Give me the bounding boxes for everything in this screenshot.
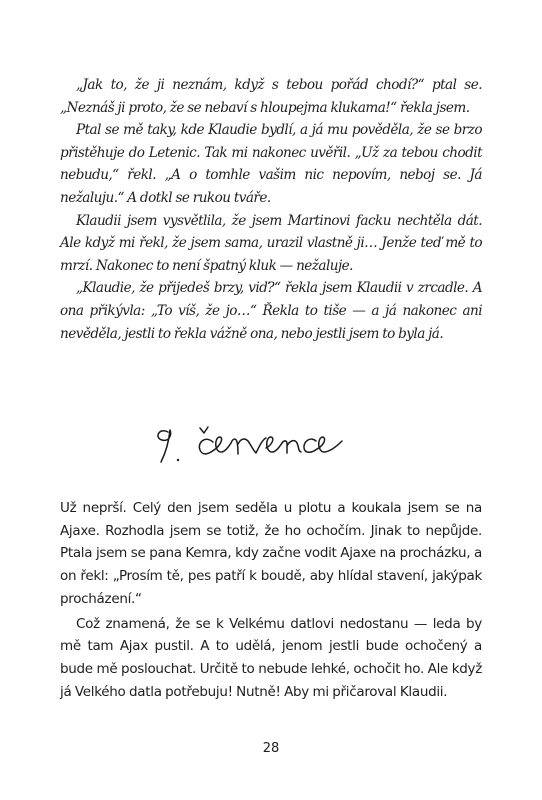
italic-paragraph: „Jak to, že ji neznám, když s tebou pořád chodí?“ ptal se. „Neznáš ji proto, že se nebaví s hloupejma klukama!“ řekla jsem.	[60, 77, 482, 116]
italic-paragraph: Ptal se mě taky, kde Klaudie bydlí, a já mu pověděla, že se brzo přistěhuje do Letenic. Tak mi nakonec uvěřil. „Už za tebou chodit nebudu,“ řekl. „A o tomhle vašim nic nepovím, neboj se. Já nežaluju.“ A dotkl se rukou tváře.	[60, 122, 482, 206]
page-number: 28	[262, 741, 280, 756]
body-paragraph: Už neprší. Celý den jsem seděla u plotu a koukala jsem se na Ajaxe. Rozhodla jsem se totiž, že ho ochočím. Jinak to nepůjde. Ptala jsem se pana Kemra, kdy začne vodit Ajaxe na procházku, a on řekl: „Prosím tě, pes patří k boudě, aby hlídal stavení, jakýpak procházení.“	[60, 500, 482, 607]
date-heading	[150, 410, 390, 466]
handwritten-date-heading	[150, 410, 390, 466]
italic-recollection	[60, 74, 482, 345]
italic-paragraph: „Klaudie, že přijedeš brzy, viď?“ řekla jsem Klaudii v zrcadle. A ona přikývla: „To víš, že jo…“ Řekla to tiše — a já nakonec ani nevěděla, jestli to řekla vážně ona, nebo jestli jsem to byla já.	[60, 280, 482, 342]
diary-entry	[60, 497, 482, 703]
italic-paragraph: Klaudii jsem vysvětlila, že jsem Martinovi facku nechtěla dát. Ale když mi řekl, že jsem sama, urazil vlastně ji… Jenže teď mě to mrzí. Nakonec to není špatný kluk — nežaluje.	[60, 212, 482, 274]
body-paragraph: Což znamená, že se k Velkému datlovi nedostanu — leda by mě tam Ajax pustil. A to udělá, jenom jestli bude ochočený a bude mě poslouchat. Určitě to nebude lehké, ochočit ho. Ale když já Velkého datla potřebuju! Nutně! Aby mi přičaroval Klaudii.	[60, 615, 482, 700]
